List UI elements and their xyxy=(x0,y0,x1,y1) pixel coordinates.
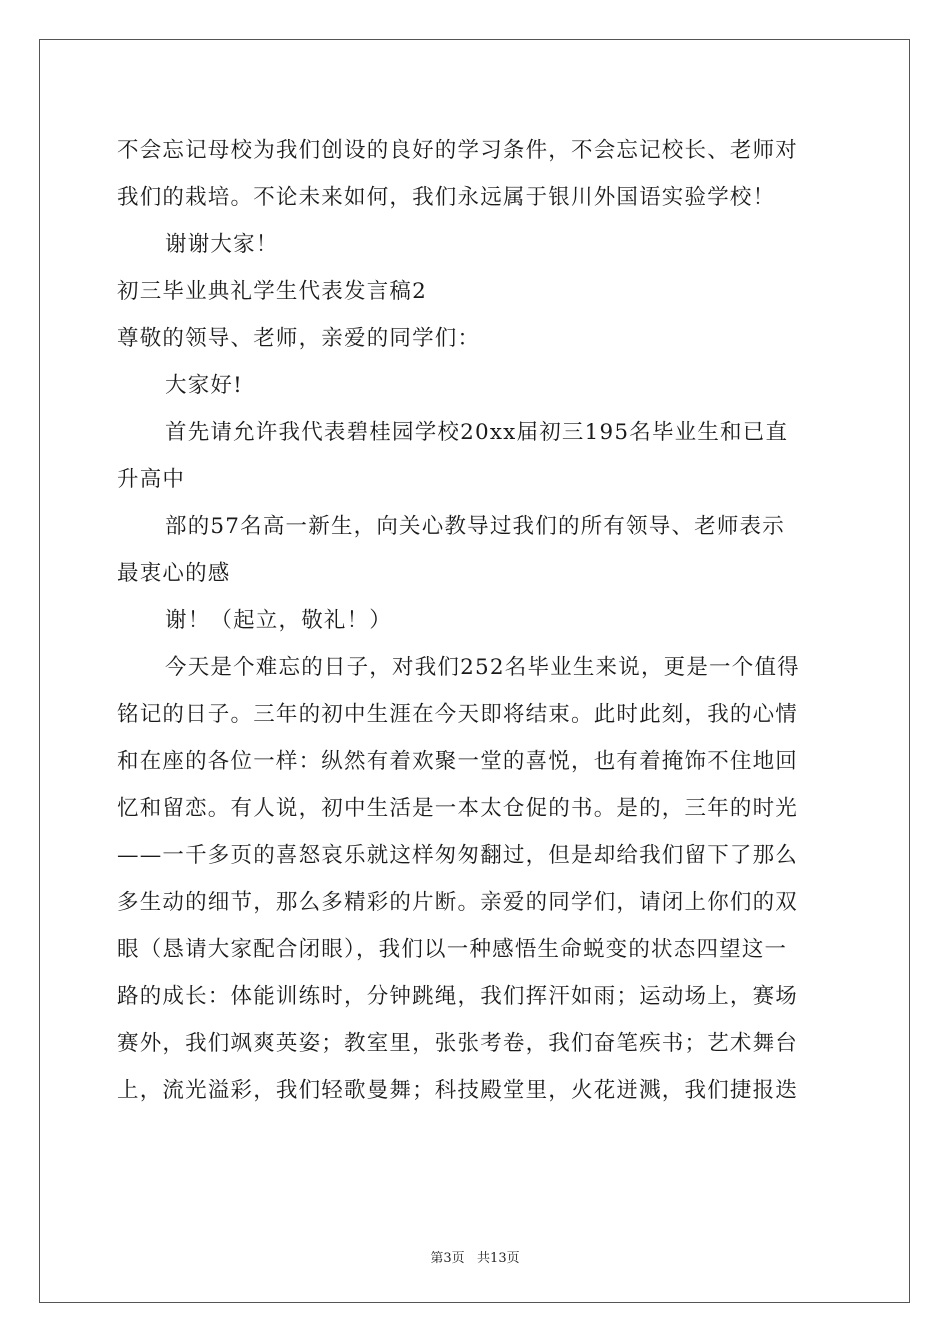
paragraph-line: 谢！（起立，敬礼！） xyxy=(165,608,393,633)
paragraph-line: 多生动的细节，那么多精彩的片断。亲爱的同学们，请闭上你们的双 xyxy=(117,890,799,915)
paragraph-line: 谢谢大家！ xyxy=(165,232,279,257)
paragraph-line: 最衷心的感 xyxy=(117,561,231,586)
paragraph-line: 忆和留恋。有人说，初中生活是一本太仓促的书。是的，三年的时光 xyxy=(117,796,799,821)
paragraph-line: 我们的栽培。不论未来如何，我们永远属于银川外国语实验学校！ xyxy=(117,185,776,210)
paragraph-line: 升高中 xyxy=(117,467,186,492)
salutation: 尊敬的领导、老师，亲爱的同学们： xyxy=(117,326,481,351)
paragraph-line: 今天是个难忘的日子，对我们252名毕业生来说，更是一个值得 xyxy=(165,655,800,680)
page-number-footer: 第3页 共13页 xyxy=(430,1251,520,1266)
paragraph-line: 眼（恳请大家配合闭眼），我们以一种感悟生命蜕变的状态四望这一 xyxy=(117,937,788,962)
paragraph-line: 铭记的日子。三年的初中生涯在今天即将结束。此时此刻，我的心情 xyxy=(117,702,799,727)
paragraph-line: 首先请允许我代表碧桂园学校20xx届初三195名毕业生和已直 xyxy=(165,420,789,445)
document-body xyxy=(117,127,837,1114)
paragraph-line: ——一千多页的喜怒哀乐就这样匆匆翻过，但是却给我们留下了那么 xyxy=(117,843,799,868)
paragraph-line: 路的成长：体能训练时，分钟跳绳，我们挥汗如雨；运动场上，赛场 xyxy=(117,984,799,1009)
paragraph-line: 赛外，我们飒爽英姿；教室里，张张考卷，我们奋笔疾书；艺术舞台 xyxy=(117,1031,799,1056)
paragraph-line: 不会忘记母校为我们创设的良好的学习条件，不会忘记校长、老师对 xyxy=(117,138,799,163)
paragraph-line: 部的57名高一新生，向关心教导过我们的所有领导、老师表示 xyxy=(165,514,785,539)
greeting: 大家好! xyxy=(165,373,243,398)
section-heading: 初三毕业典礼学生代表发言稿2 xyxy=(117,279,427,304)
paragraph-line: 上，流光溢彩，我们轻歌曼舞；科技殿堂里，火花迸溅，我们捷报迭 xyxy=(117,1078,799,1103)
paragraph-line: 和在座的各位一样：纵然有着欢聚一堂的喜悦，也有着掩饰不住地回 xyxy=(117,749,799,774)
